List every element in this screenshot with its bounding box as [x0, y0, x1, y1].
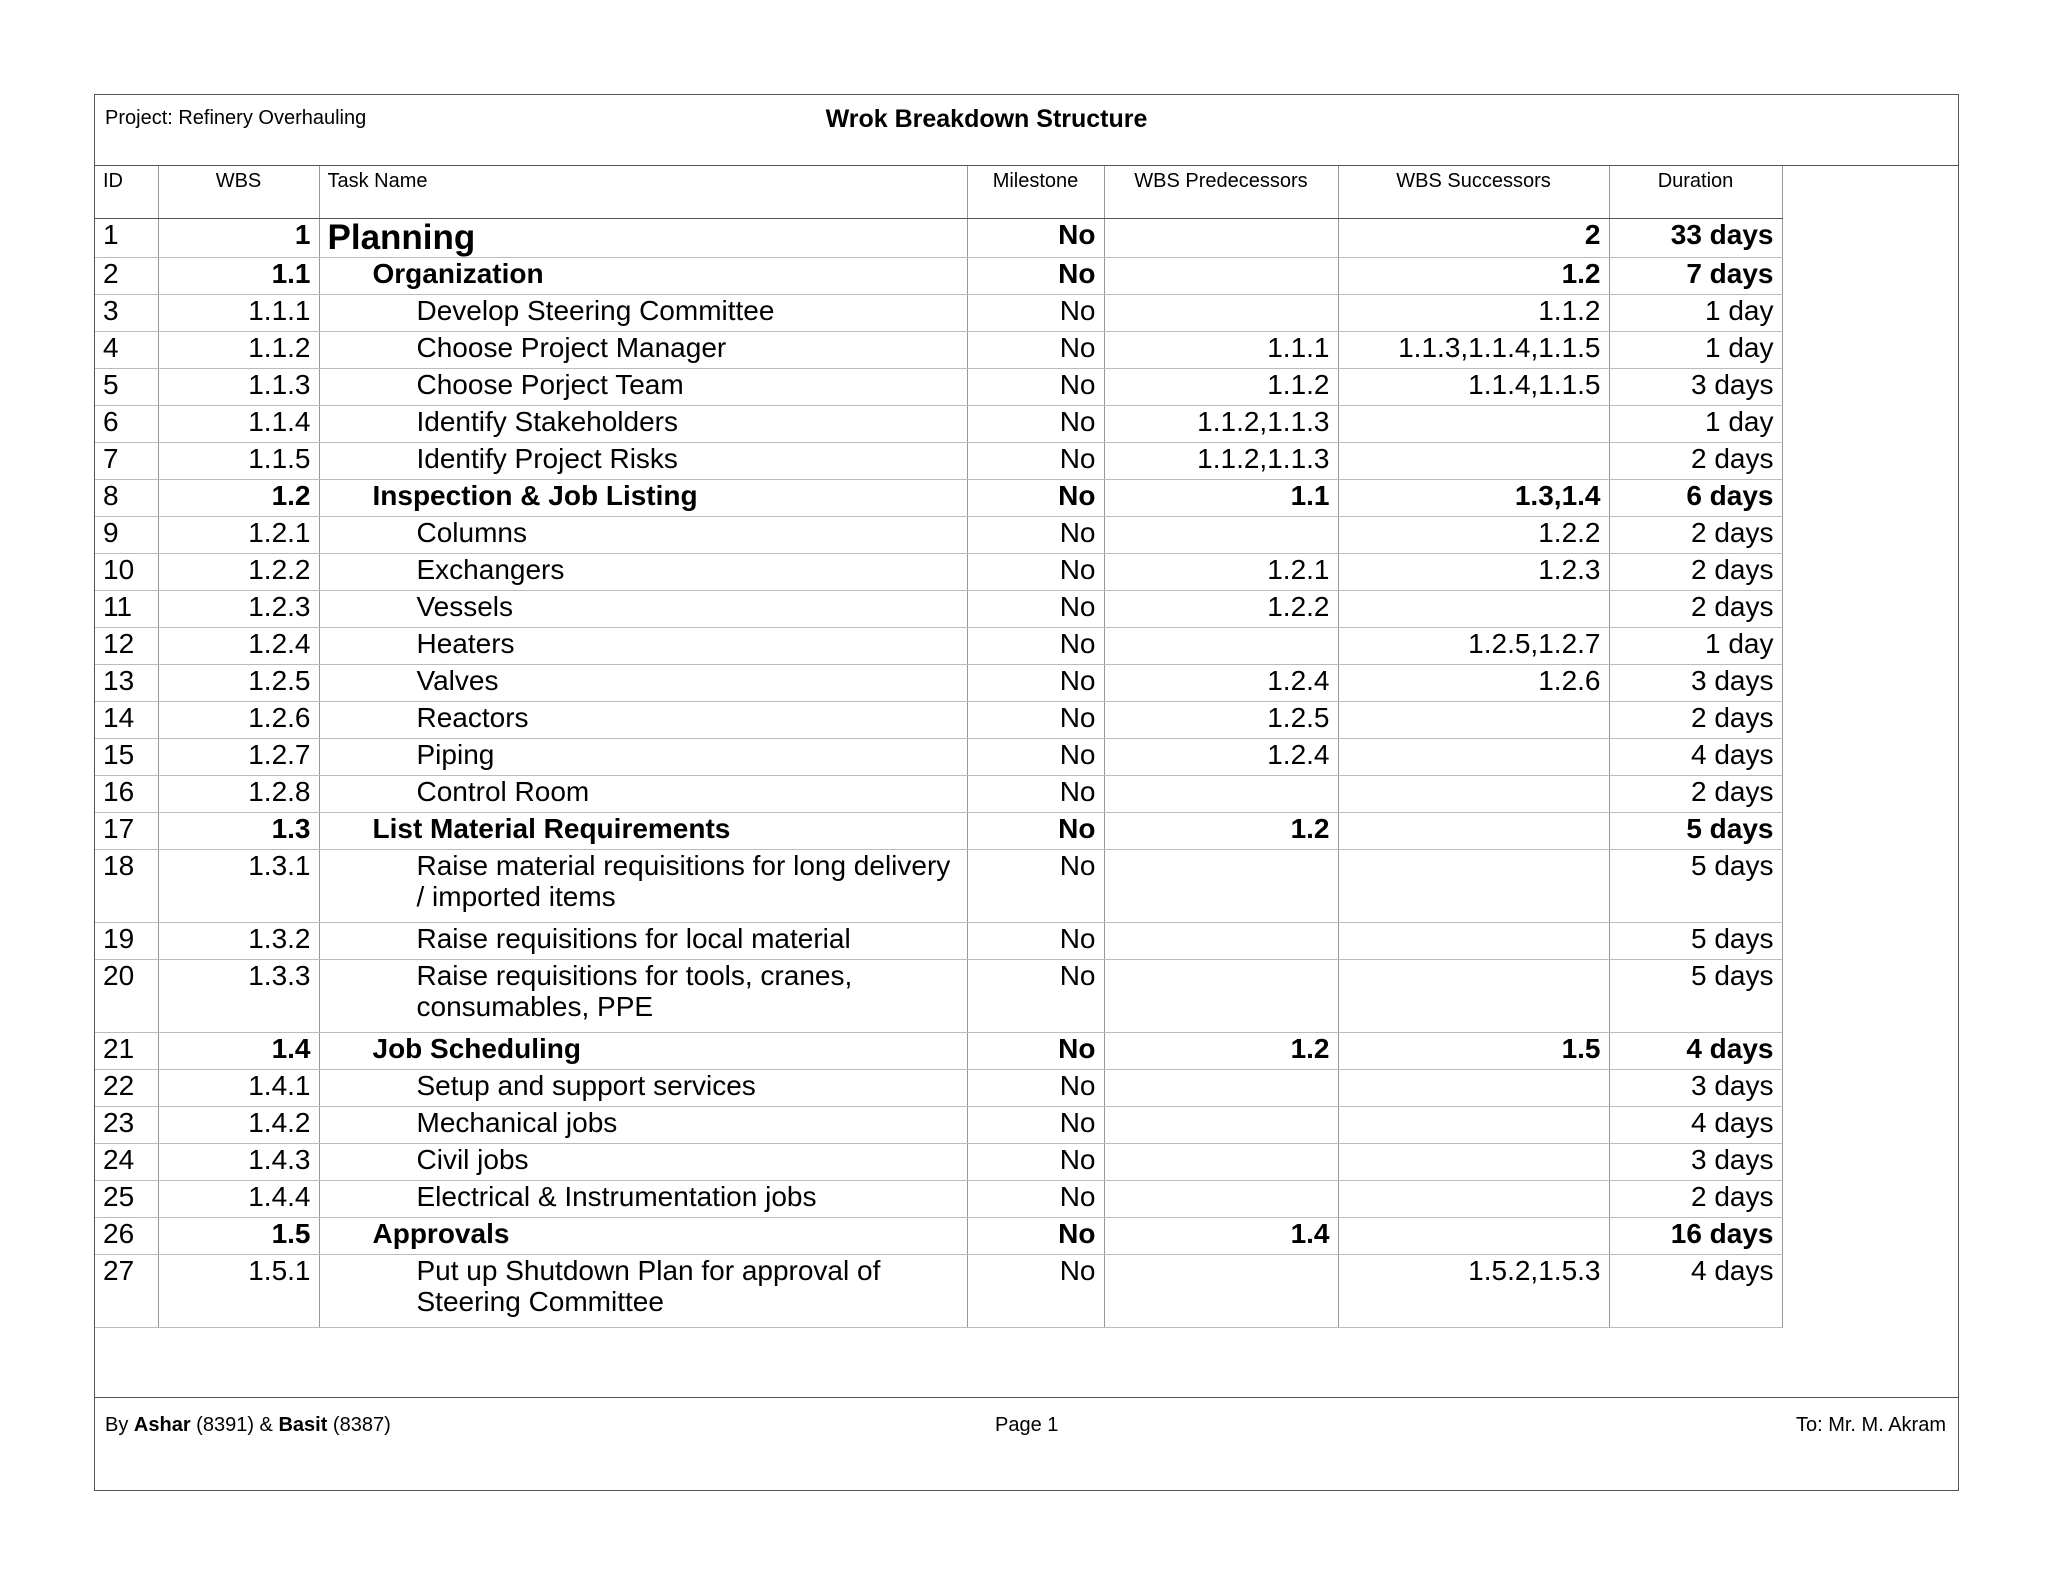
- table-row: [95, 702, 1782, 739]
- table-row: [95, 219, 1782, 258]
- row-id: 27: [95, 1255, 158, 1328]
- wbs-successors: 1.1.3,1.1.4,1.1.5: [1338, 332, 1609, 369]
- wbs-successors: 1.5.2,1.5.3: [1338, 1255, 1609, 1328]
- wbs-code: 1.1.2: [158, 332, 319, 369]
- col-header-successors: WBS Successors: [1338, 166, 1609, 219]
- col-header-wbs: WBS: [158, 166, 319, 219]
- task-duration: 2 days: [1609, 702, 1782, 739]
- milestone-flag: No: [967, 923, 1104, 960]
- footer-authors: [105, 1414, 391, 1437]
- row-id: 13: [95, 665, 158, 702]
- task-name: Raise requisitions for tools, cranes, consumables, PPE: [319, 960, 967, 1033]
- table-row: [95, 406, 1782, 443]
- wbs-code: 1.2.2: [158, 554, 319, 591]
- task-duration: 5 days: [1609, 960, 1782, 1033]
- task-duration: 3 days: [1609, 369, 1782, 406]
- milestone-flag: No: [967, 1218, 1104, 1255]
- row-id: 26: [95, 1218, 158, 1255]
- wbs-code: 1.2.5: [158, 665, 319, 702]
- row-id: 18: [95, 850, 158, 923]
- wbs-successors: 1.5: [1338, 1033, 1609, 1070]
- task-name: Job Scheduling: [319, 1033, 967, 1070]
- wbs-predecessors: [1104, 1144, 1338, 1181]
- wbs-predecessors: 1.2.4: [1104, 739, 1338, 776]
- wbs-successors: [1338, 406, 1609, 443]
- task-name: Control Room: [319, 776, 967, 813]
- wbs-successors: [1338, 443, 1609, 480]
- milestone-flag: No: [967, 591, 1104, 628]
- footer-author-1-id: (8391) &: [196, 1414, 273, 1436]
- row-id: 11: [95, 591, 158, 628]
- wbs-predecessors: [1104, 628, 1338, 665]
- wbs-predecessors: [1104, 923, 1338, 960]
- col-header-milestone: Milestone: [967, 166, 1104, 219]
- row-id: 7: [95, 443, 158, 480]
- wbs-code: 1.2.1: [158, 517, 319, 554]
- task-duration: 33 days: [1609, 219, 1782, 258]
- milestone-flag: No: [967, 1144, 1104, 1181]
- wbs-successors: [1338, 1218, 1609, 1255]
- milestone-flag: No: [967, 369, 1104, 406]
- wbs-successors: 1.2.6: [1338, 665, 1609, 702]
- wbs-code: 1.3.1: [158, 850, 319, 923]
- task-duration: 2 days: [1609, 1181, 1782, 1218]
- table-row: [95, 1107, 1782, 1144]
- col-header-predecessors: WBS Predecessors: [1104, 166, 1338, 219]
- wbs-table: [95, 166, 1783, 1328]
- task-duration: 1 day: [1609, 332, 1782, 369]
- report-page: [94, 94, 1959, 1491]
- table-row: [95, 1033, 1782, 1070]
- row-id: 5: [95, 369, 158, 406]
- table-row: [95, 665, 1782, 702]
- task-name: Columns: [319, 517, 967, 554]
- milestone-flag: No: [967, 1255, 1104, 1328]
- milestone-flag: No: [967, 1181, 1104, 1218]
- table-row: [95, 1255, 1782, 1328]
- table-row: [95, 1144, 1782, 1181]
- milestone-flag: No: [967, 258, 1104, 295]
- milestone-flag: No: [967, 480, 1104, 517]
- milestone-flag: No: [967, 554, 1104, 591]
- wbs-predecessors: [1104, 1070, 1338, 1107]
- wbs-predecessors: [1104, 960, 1338, 1033]
- milestone-flag: No: [967, 1070, 1104, 1107]
- task-duration: 3 days: [1609, 665, 1782, 702]
- wbs-predecessors: 1.2.4: [1104, 665, 1338, 702]
- row-id: 25: [95, 1181, 158, 1218]
- wbs-predecessors: 1.1: [1104, 480, 1338, 517]
- task-duration: 2 days: [1609, 554, 1782, 591]
- wbs-predecessors: 1.1.2,1.1.3: [1104, 406, 1338, 443]
- row-id: 12: [95, 628, 158, 665]
- task-name: Choose Porject Team: [319, 369, 967, 406]
- wbs-predecessors: [1104, 517, 1338, 554]
- milestone-flag: No: [967, 332, 1104, 369]
- wbs-code: 1.1.1: [158, 295, 319, 332]
- wbs-successors: [1338, 850, 1609, 923]
- task-duration: 4 days: [1609, 1107, 1782, 1144]
- footer-recipient: To: Mr. M. Akram: [1795, 1414, 1946, 1436]
- table-row: [95, 776, 1782, 813]
- task-duration: 4 days: [1609, 1255, 1782, 1328]
- row-id: 4: [95, 332, 158, 369]
- table-header-row: [95, 166, 1782, 219]
- footer-author-1: Ashar: [133, 1414, 191, 1436]
- wbs-successors: 1.2.5,1.2.7: [1338, 628, 1609, 665]
- table-row: [95, 517, 1782, 554]
- table-row: [95, 443, 1782, 480]
- table-row: [95, 258, 1782, 295]
- row-id: 6: [95, 406, 158, 443]
- wbs-code: 1.5: [158, 1218, 319, 1255]
- task-name: Choose Project Manager: [319, 332, 967, 369]
- wbs-successors: [1338, 776, 1609, 813]
- wbs-successors: 2: [1338, 219, 1609, 258]
- task-duration: 1 day: [1609, 406, 1782, 443]
- page-title: Wrok Breakdown Structure: [825, 105, 1148, 133]
- table-row: [95, 923, 1782, 960]
- table-body: [95, 219, 1782, 1328]
- row-id: 8: [95, 480, 158, 517]
- footer-divider: [95, 1397, 1958, 1398]
- task-duration: 4 days: [1609, 739, 1782, 776]
- table-row: [95, 850, 1782, 923]
- task-duration: 1 day: [1609, 295, 1782, 332]
- milestone-flag: No: [967, 850, 1104, 923]
- task-duration: 3 days: [1609, 1144, 1782, 1181]
- wbs-code: 1.5.1: [158, 1255, 319, 1328]
- wbs-successors: 1.1.4,1.1.5: [1338, 369, 1609, 406]
- row-id: 20: [95, 960, 158, 1033]
- wbs-predecessors: [1104, 1107, 1338, 1144]
- wbs-code: 1.1.5: [158, 443, 319, 480]
- wbs-predecessors: 1.1.2: [1104, 369, 1338, 406]
- wbs-predecessors: [1104, 1255, 1338, 1328]
- wbs-predecessors: [1104, 850, 1338, 923]
- wbs-code: 1.2.8: [158, 776, 319, 813]
- wbs-successors: [1338, 739, 1609, 776]
- milestone-flag: No: [967, 665, 1104, 702]
- task-name: Electrical & Instrumentation jobs: [319, 1181, 967, 1218]
- task-name: Setup and support services: [319, 1070, 967, 1107]
- table-row: [95, 369, 1782, 406]
- task-name: Exchangers: [319, 554, 967, 591]
- wbs-successors: [1338, 923, 1609, 960]
- col-header-duration: Duration: [1609, 166, 1782, 219]
- wbs-predecessors: 1.2.2: [1104, 591, 1338, 628]
- wbs-predecessors: [1104, 776, 1338, 813]
- task-duration: 5 days: [1609, 813, 1782, 850]
- wbs-predecessors: 1.2.5: [1104, 702, 1338, 739]
- wbs-successors: 1.2.2: [1338, 517, 1609, 554]
- wbs-code: 1.3.2: [158, 923, 319, 960]
- task-name: Identify Stakeholders: [319, 406, 967, 443]
- task-name: Planning: [319, 219, 967, 258]
- wbs-successors: [1338, 1144, 1609, 1181]
- milestone-flag: No: [967, 628, 1104, 665]
- wbs-predecessors: 1.1.1: [1104, 332, 1338, 369]
- milestone-flag: No: [967, 1033, 1104, 1070]
- task-duration: 1 day: [1609, 628, 1782, 665]
- row-id: 9: [95, 517, 158, 554]
- row-id: 14: [95, 702, 158, 739]
- milestone-flag: No: [967, 813, 1104, 850]
- task-name: Mechanical jobs: [319, 1107, 967, 1144]
- wbs-code: 1.1.4: [158, 406, 319, 443]
- table-row: [95, 1070, 1782, 1107]
- task-name: Develop Steering Committee: [319, 295, 967, 332]
- table-row: [95, 591, 1782, 628]
- table-row: [95, 1181, 1782, 1218]
- task-name: Vessels: [319, 591, 967, 628]
- task-name: Valves: [319, 665, 967, 702]
- table-row: [95, 813, 1782, 850]
- table-row: [95, 960, 1782, 1033]
- wbs-successors: 1.2: [1338, 258, 1609, 295]
- task-name: Approvals: [319, 1218, 967, 1255]
- task-name: Heaters: [319, 628, 967, 665]
- milestone-flag: No: [967, 960, 1104, 1033]
- wbs-code: 1.2: [158, 480, 319, 517]
- row-id: 23: [95, 1107, 158, 1144]
- wbs-code: 1.1.3: [158, 369, 319, 406]
- table-row: [95, 554, 1782, 591]
- milestone-flag: No: [967, 776, 1104, 813]
- milestone-flag: No: [967, 443, 1104, 480]
- milestone-flag: No: [967, 295, 1104, 332]
- table-row: [95, 739, 1782, 776]
- wbs-code: 1.4: [158, 1033, 319, 1070]
- task-duration: 5 days: [1609, 923, 1782, 960]
- footer-author-2: Basit: [278, 1414, 328, 1436]
- wbs-code: 1.4.1: [158, 1070, 319, 1107]
- wbs-successors: 1.3,1.4: [1338, 480, 1609, 517]
- wbs-predecessors: [1104, 1181, 1338, 1218]
- task-duration: 2 days: [1609, 443, 1782, 480]
- row-id: 19: [95, 923, 158, 960]
- wbs-successors: [1338, 1070, 1609, 1107]
- task-duration: 5 days: [1609, 850, 1782, 923]
- wbs-code: 1.4.3: [158, 1144, 319, 1181]
- row-id: 10: [95, 554, 158, 591]
- wbs-successors: [1338, 813, 1609, 850]
- wbs-code: 1.1: [158, 258, 319, 295]
- table-row: [95, 295, 1782, 332]
- milestone-flag: No: [967, 517, 1104, 554]
- row-id: 21: [95, 1033, 158, 1070]
- wbs-predecessors: [1104, 219, 1338, 258]
- wbs-successors: [1338, 1107, 1609, 1144]
- task-duration: 2 days: [1609, 776, 1782, 813]
- wbs-code: 1: [158, 219, 319, 258]
- milestone-flag: No: [967, 739, 1104, 776]
- wbs-successors: [1338, 702, 1609, 739]
- wbs-predecessors: 1.1.2,1.1.3: [1104, 443, 1338, 480]
- row-id: 3: [95, 295, 158, 332]
- col-header-id: ID: [95, 166, 158, 219]
- task-name: Identify Project Risks: [319, 443, 967, 480]
- footer-author-2-id: (8387): [332, 1414, 391, 1436]
- task-name: Reactors: [319, 702, 967, 739]
- wbs-code: 1.2.7: [158, 739, 319, 776]
- footer-page-number: Page 1: [995, 1414, 1059, 1436]
- task-name: Piping: [319, 739, 967, 776]
- table-row: [95, 480, 1782, 517]
- task-name: Inspection & Job Listing: [319, 480, 967, 517]
- task-duration: 4 days: [1609, 1033, 1782, 1070]
- wbs-predecessors: 1.2.1: [1104, 554, 1338, 591]
- wbs-code: 1.2.4: [158, 628, 319, 665]
- wbs-successors: [1338, 1181, 1609, 1218]
- wbs-predecessors: [1104, 295, 1338, 332]
- table-row: [95, 332, 1782, 369]
- wbs-code: 1.4.2: [158, 1107, 319, 1144]
- row-id: 16: [95, 776, 158, 813]
- project-name: Project: Refinery Overhauling: [105, 107, 367, 129]
- wbs-code: 1.3: [158, 813, 319, 850]
- row-id: 24: [95, 1144, 158, 1181]
- task-name: Organization: [319, 258, 967, 295]
- task-name: Raise material requisitions for long delivery / imported items: [319, 850, 967, 923]
- wbs-predecessors: 1.2: [1104, 813, 1338, 850]
- task-duration: 2 days: [1609, 591, 1782, 628]
- task-name: Raise requisitions for local material: [319, 923, 967, 960]
- table-row: [95, 628, 1782, 665]
- row-id: 2: [95, 258, 158, 295]
- task-duration: 16 days: [1609, 1218, 1782, 1255]
- col-header-task: Task Name: [319, 166, 967, 219]
- wbs-predecessors: 1.2: [1104, 1033, 1338, 1070]
- row-id: 1: [95, 219, 158, 258]
- table-row: [95, 1218, 1782, 1255]
- wbs-predecessors: [1104, 258, 1338, 295]
- task-name: List Material Requirements: [319, 813, 967, 850]
- task-duration: 2 days: [1609, 517, 1782, 554]
- task-name: Put up Shutdown Plan for approval of Steering Committee: [319, 1255, 967, 1328]
- row-id: 17: [95, 813, 158, 850]
- row-id: 15: [95, 739, 158, 776]
- wbs-code: 1.3.3: [158, 960, 319, 1033]
- wbs-successors: 1.1.2: [1338, 295, 1609, 332]
- milestone-flag: No: [967, 702, 1104, 739]
- wbs-code: 1.2.6: [158, 702, 319, 739]
- wbs-predecessors: 1.4: [1104, 1218, 1338, 1255]
- wbs-code: 1.2.3: [158, 591, 319, 628]
- footer-by-label: By: [105, 1414, 129, 1436]
- wbs-code: 1.4.4: [158, 1181, 319, 1218]
- milestone-flag: No: [967, 219, 1104, 258]
- task-name: Civil jobs: [319, 1144, 967, 1181]
- row-id: 22: [95, 1070, 158, 1107]
- wbs-successors: 1.2.3: [1338, 554, 1609, 591]
- task-duration: 6 days: [1609, 480, 1782, 517]
- milestone-flag: No: [967, 406, 1104, 443]
- task-duration: 7 days: [1609, 258, 1782, 295]
- milestone-flag: No: [967, 1107, 1104, 1144]
- wbs-successors: [1338, 591, 1609, 628]
- task-duration: 3 days: [1609, 1070, 1782, 1107]
- wbs-successors: [1338, 960, 1609, 1033]
